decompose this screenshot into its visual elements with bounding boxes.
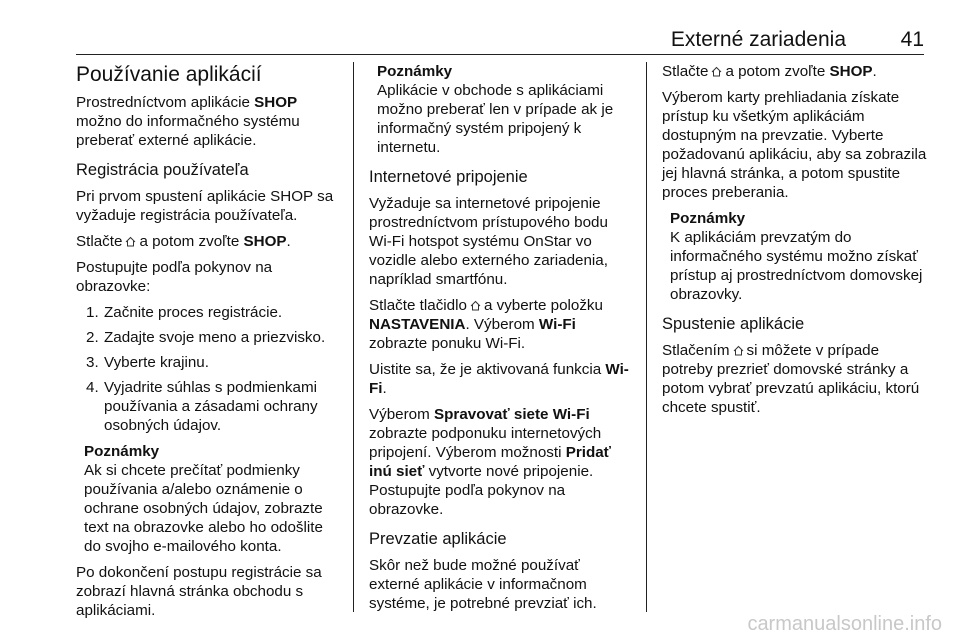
page-header	[76, 28, 924, 55]
list-item: 4. Vyjadrite súhlas s podmienkami používania a zásadami ochrany osobných údajov.	[86, 379, 318, 434]
paragraph: Výberom karty prehliadania získate prístup ku všetkým aplikáciám dostupným na prevzatie. Vyberte požadovanú aplikáciu, aby sa zobrazila jej hlavná stránka, a potom spustite proces preberania.	[662, 89, 927, 201]
home-icon	[711, 66, 722, 77]
subheading-registration: Registrácia používateľa	[76, 161, 249, 179]
paragraph-press-home: Stlačte a potom zvoľte SHOP.	[76, 233, 291, 250]
note-title: Poznámky	[670, 210, 746, 227]
subheading-download: Prevzatie aplikácie	[369, 530, 507, 548]
section-heading: Používanie aplikácií	[76, 63, 262, 86]
paragraph: Uistite sa, že je aktivovaná funkcia Wi-Fi.	[369, 361, 629, 397]
column-3	[662, 62, 930, 424]
home-icon	[125, 236, 136, 247]
paragraph: Vyžaduje sa internetové pripojenie prostredníctvom prístupového bodu Wi-Fi hotspot systému OnStar vo vozidle alebo externého zariadenia, napríklad smartfónu.	[369, 195, 608, 288]
note-block	[84, 442, 338, 556]
note-title: Poznámky	[84, 443, 160, 460]
intro-paragraph: Prostredníctvom aplikácie SHOP možno do informačného systému preberať externé aplikácie.	[76, 94, 300, 149]
subheading-internet: Internetové pripojenie	[369, 168, 528, 186]
note-block	[670, 209, 930, 304]
paragraph: Pri prvom spustení aplikácie SHOP sa vyžaduje registrácia používateľa.	[76, 188, 334, 224]
paragraph: Po dokončení postupu registrácie sa zobrazí hlavná stránka obchodu s aplikáciami.	[76, 564, 322, 619]
paragraph: Postupujte podľa pokynov na obrazovke:	[76, 259, 273, 295]
note-text: Ak si chcete prečítať podmienky používania a/alebo oznámenie o ochrane osobných údajov, zobrazte text na obrazovke alebo ho odošlite do svojho e-mailového konta.	[84, 462, 323, 555]
home-icon	[470, 300, 481, 311]
paragraph-press-home: Stlačte tlačidlo a vyberte položku NASTAVENIA. Výberom Wi-Fi zobrazte ponuku Wi-Fi.	[369, 297, 603, 352]
note-text: Aplikácie v obchode s aplikáciami možno preberať len v prípade ak je informačný systém pripojený k internetu.	[377, 82, 614, 156]
note-title: Poznámky	[377, 63, 453, 80]
subheading-launch: Spustenie aplikácie	[662, 315, 805, 333]
note-text: K aplikáciám prevzatým do informačného systému možno získať prístup aj prostredníctvom domovskej obrazovky.	[670, 229, 923, 303]
home-icon	[733, 345, 744, 356]
note-block	[377, 62, 631, 157]
column-2	[369, 62, 631, 620]
list-item: 1. Začnite proces registrácie.	[86, 304, 283, 321]
page-number: 41	[900, 28, 924, 51]
column-divider-1	[353, 62, 354, 612]
paragraph: Skôr než bude možné používať externé aplikácie v informačnom systéme, je potrebné prevziať ich.	[369, 557, 597, 612]
paragraph-press-home: Stlačte a potom zvoľte SHOP.	[662, 63, 877, 80]
list-item: 2. Zadajte svoje meno a priezvisko.	[86, 329, 326, 346]
header-title: Externé zariadenia	[670, 28, 846, 51]
paragraph: Výberom Spravovať siete Wi-Fi zobrazte podponuku internetových pripojení. Výberom možnosti Pridať inú sieť vytvorte nové pripojenie. Postupujte podľa pokynov na obrazovke.	[369, 406, 611, 518]
paragraph-press-home: Stlačením si môžete v prípade potreby prezrieť domovské stránky a potom vybrať prevzatú aplikáciu, ktorú chcete spustiť.	[662, 342, 920, 416]
registration-steps	[76, 303, 338, 435]
watermark: carmanualsonline.info	[747, 613, 942, 635]
column-divider-2	[646, 62, 647, 612]
column-1	[76, 62, 338, 627]
list-item: 3. Vyberte krajinu.	[86, 354, 209, 371]
